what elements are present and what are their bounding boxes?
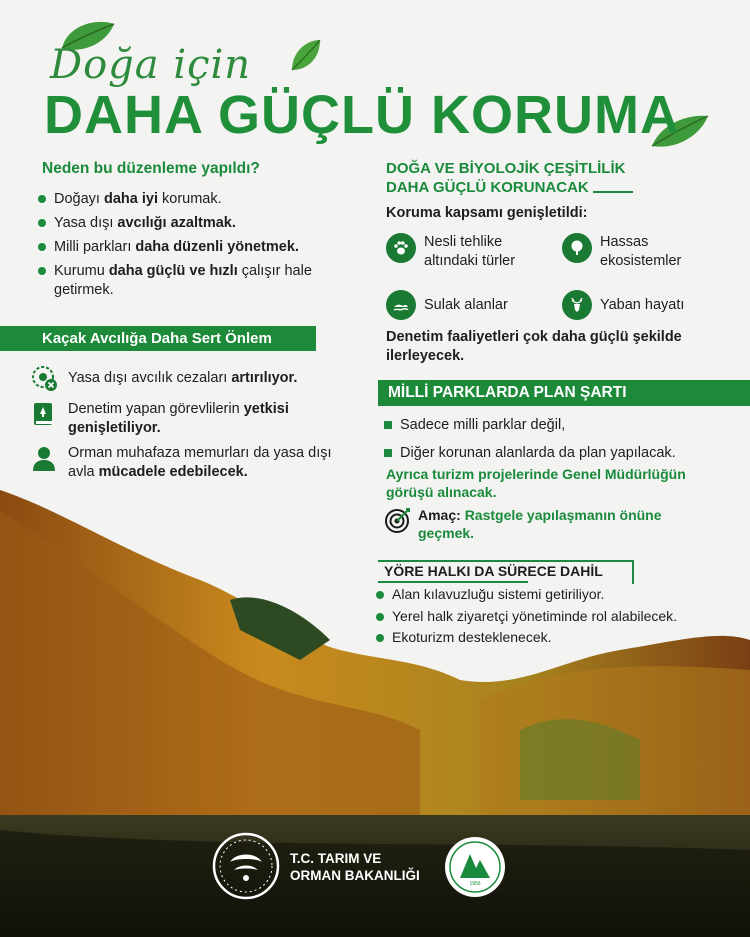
locals-list	[376, 586, 746, 653]
target-icon	[384, 506, 412, 534]
deer-icon	[562, 290, 592, 320]
bio-item: Sulak alanlar	[386, 290, 508, 320]
why-heading: Neden bu düzenleme yapıldı?	[42, 160, 260, 177]
paw-icon	[386, 233, 416, 263]
list-item: Doğayı daha iyi korumak.	[38, 190, 348, 208]
poaching-item: Denetim yapan görevlilerin yetkisi genişletiliyor.	[30, 400, 350, 438]
wetland-icon	[386, 290, 416, 320]
tourism-text: Ayrıca turizm projelerinde Genel Müdürlüğün görüşü alınacak.	[386, 466, 686, 501]
locals-heading: YÖRE HALKI DA SÜRECE DAHİL	[384, 563, 603, 579]
person-icon	[30, 444, 58, 472]
svg-text:1956: 1956	[469, 881, 481, 887]
locals-underline	[378, 581, 528, 583]
list-item: Sadece milli parklar değil,	[384, 416, 744, 434]
bio-item: Yaban hayatı	[562, 290, 684, 320]
ministry-logo	[212, 832, 280, 900]
list-item: Diğer korunan alanlarda da plan yapılacak.	[384, 444, 744, 462]
poaching-heading: Kaçak Avcılığa Daha Sert Önlem	[0, 326, 316, 351]
leaf-icon	[288, 38, 324, 74]
plan-heading: MİLLİ PARKLARDA PLAN ŞARTI	[378, 380, 750, 406]
list-item: Ekoturizm desteklenecek.	[376, 629, 746, 647]
title-script: Doğa için	[50, 42, 252, 88]
book-icon	[30, 400, 58, 428]
bio-item: Hassas ekosistemler	[562, 233, 710, 271]
list-item: Yasa dışı avcılığı azaltmak.	[38, 214, 348, 232]
list-item: Milli parkları daha düzenli yönetmek.	[38, 238, 348, 256]
no-hunting-icon	[30, 364, 58, 392]
poaching-item: Yasa dışı avcılık cezaları artırılıyor.	[30, 364, 350, 392]
bio-item: Nesli tehlike altındaki türler	[386, 233, 554, 271]
plan-list	[384, 416, 744, 468]
page-title: DAHA GÜÇLÜ KORUMA	[44, 85, 680, 145]
ministry-name: T.C. TARIM VE ORMAN BAKANLIĞI	[290, 851, 420, 883]
goal-row: Amaç: Rastgele yapılaşmanın önüne geçmek.	[384, 506, 678, 542]
poaching-item: Orman muhafaza memurları da yasa dışı avla mücadele edebilecek.	[30, 444, 350, 482]
tree-icon	[562, 233, 592, 263]
list-item: Kurumu daha güçlü ve hızlı çalışır hale getirmek.	[38, 262, 334, 298]
bio-heading: DOĞA VE BİYOLOJİK ÇEŞİTLİLİK DAHA GÜÇLÜ KORUNACAK	[386, 160, 633, 198]
dkmp-logo	[444, 836, 506, 898]
list-item: Alan kılavuzluğu sistemi getiriliyor.	[376, 586, 746, 604]
audit-text: Denetim faaliyetleri çok daha güçlü şekilde ilerleyecek.	[386, 329, 682, 364]
why-list	[38, 190, 348, 305]
scope-label: Koruma kapsamı genişletildi:	[386, 205, 588, 221]
list-item: Yerel halk ziyaretçi yönetiminde rol alabilecek.	[376, 608, 746, 626]
